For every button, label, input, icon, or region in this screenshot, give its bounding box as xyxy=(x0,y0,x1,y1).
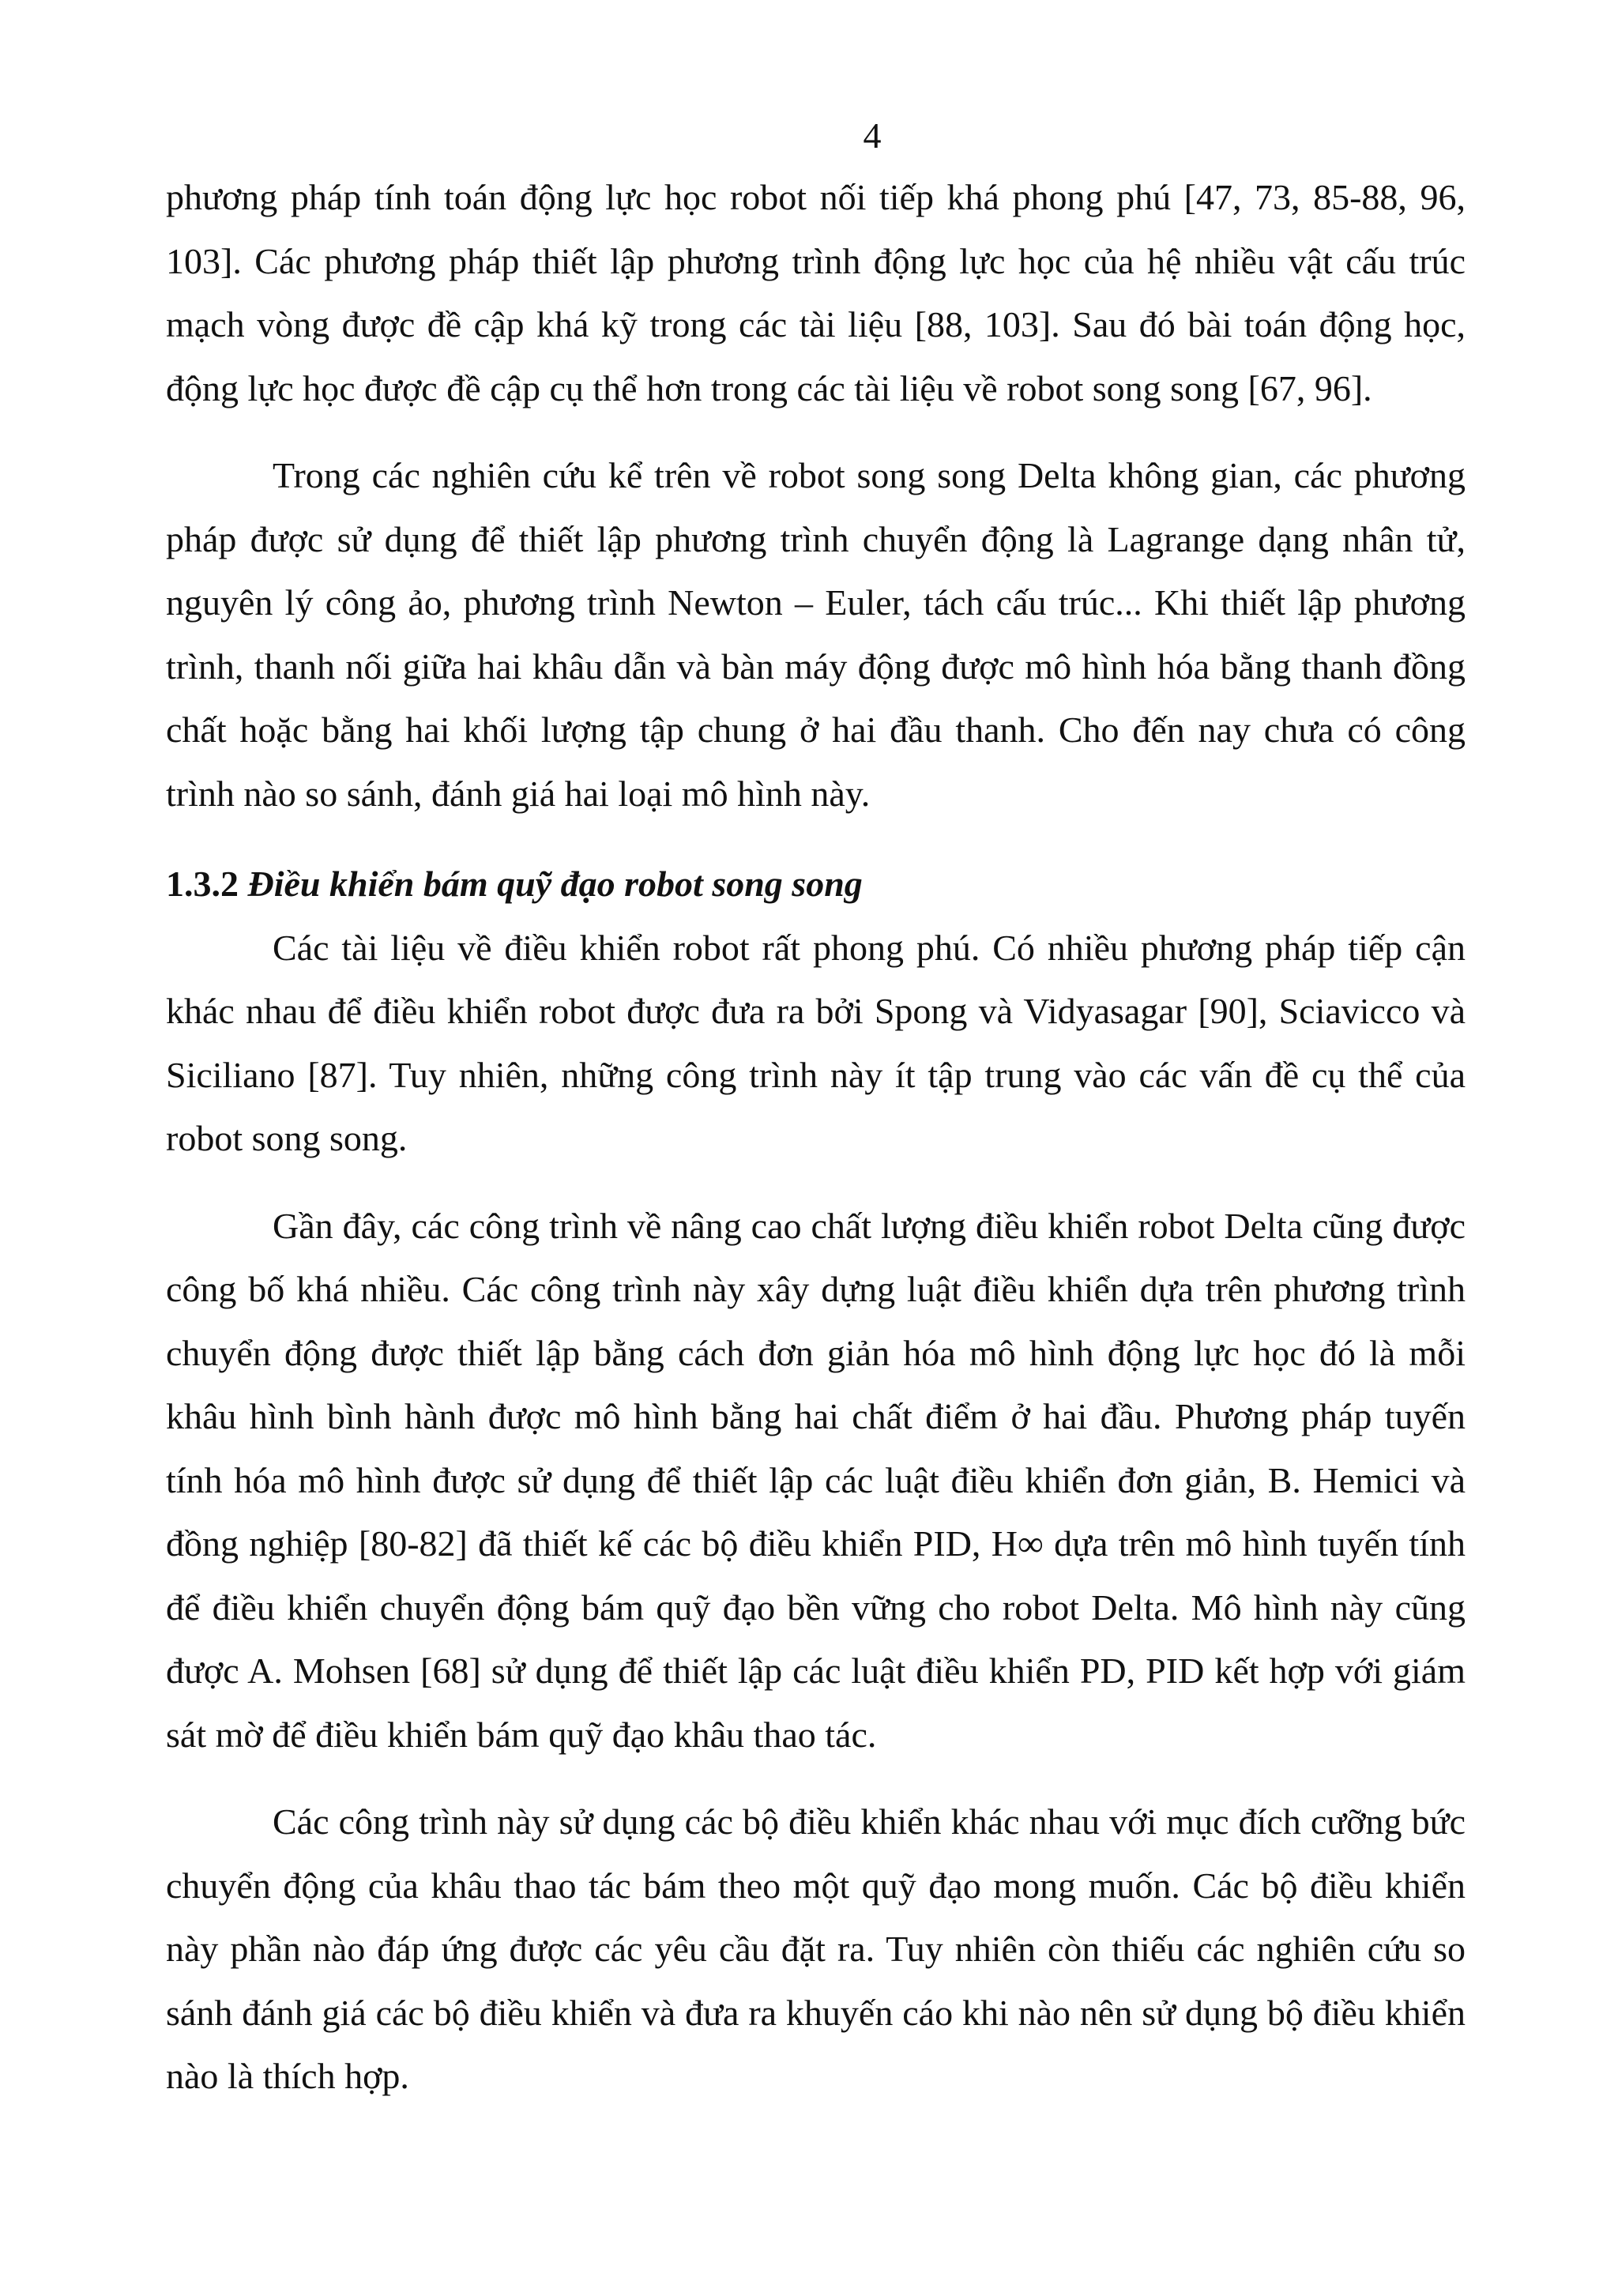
paragraph-recent-works: Gần đây, các công trình về nâng cao chất lượng điều khiển robot Delta cũng được công bố khá nhiều. Các công trình này xây dựng luật điều khiển dựa trên phương trình chuyển động được thiết lập bằng cách đơn giản hóa mô hình động lực học đó là mỗi khâu hình bình hành được mô hình bằng hai chất điểm ở hai đầu. Phương pháp tuyến tính hóa mô hình được sử dụng để thiết lập các luật điều khiển đơn giản, B. Hemici và đồng nghiệp [80-82] đã thiết kế các bộ điều khiển PID, H∞ dựa trên mô hình tuyến tính để điều khiển chuyển động bám quỹ đạo bền vững cho robot Delta. Mô hình này cũng được A. Mohsen [68] sử dụng để thiết lập các luật điều khiển PD, PID kết hợp với giám sát mờ để điều khiển bám quỹ đạo khâu thao tác. xyxy=(166,1205,1466,1755)
page-number: 4 xyxy=(863,115,882,156)
page-content xyxy=(166,166,1466,2109)
paragraph-delta-methods: Trong các nghiên cứu kể trên về robot song song Delta không gian, các phương pháp được sử dụng để thiết lập phương trình chuyển động là Lagrange dạng nhân tử, nguyên lý công ảo, phương trình Newton – Euler, tách cấu trúc... Khi thiết lập phương trình, thanh nối giữa hai khâu dẫn và bàn máy động được mô hình hóa bằng thanh đồng chất hoặc bằng hai khối lượng tập chung ở hai đầu thanh. Cho đến nay chưa có công trình nào so sánh, đánh giá hai loại mô hình này. xyxy=(166,455,1466,814)
paragraph-continuation: phương pháp tính toán động lực học robot nối tiếp khá phong phú [47, 73, 85-88, 96, 103]. Các phương pháp thiết lập phương trình động lực học của hệ nhiều vật cấu trúc mạch vòng được đề cập khá kỹ trong các tài liệu [88, 103]. Sau đó bài toán động học, động lực học được đề cập cụ thể hơn trong các tài liệu về robot song song [67, 96]. xyxy=(166,177,1466,408)
section-title: Điều khiển bám quỹ đạo robot song song xyxy=(247,864,863,904)
paragraph-control-literature: Các tài liệu về điều khiển robot rất phong phú. Có nhiều phương pháp tiếp cận khác nhau để điều khiển robot được đưa ra bởi Spong và Vidyasagar [90], Sciavicco và Siciliano [87]. Tuy nhiên, những công trình này ít tập trung vào các vấn đề cụ thể của robot song song. xyxy=(166,927,1466,1158)
paragraph-conclusion: Các công trình này sử dụng các bộ điều khiển khác nhau với mục đích cưỡng bức chuyển động của khâu thao tác bám theo một quỹ đạo mong muốn. Các bộ điều khiển này phần nào đáp ứng được các yêu cầu đặt ra. Tuy nhiên còn thiếu các nghiên cứu so sánh đánh giá các bộ điều khiển và đưa ra khuyến cáo khi nào nên sử dụng bộ điều khiển nào là thích hợp. xyxy=(166,1801,1466,2096)
section-heading xyxy=(166,853,1466,917)
section-number: 1.3.2 xyxy=(166,864,239,904)
